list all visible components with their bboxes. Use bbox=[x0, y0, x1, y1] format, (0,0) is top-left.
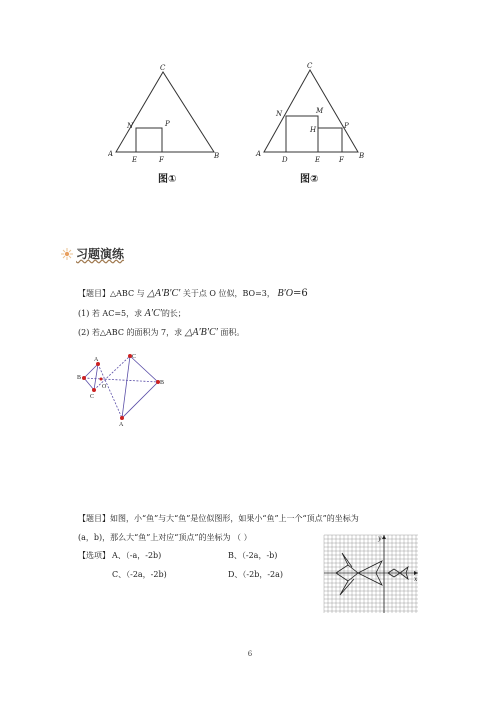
problem2-line1 bbox=[78, 513, 359, 525]
problem1-part2-text-a: (2) 若△ABC 的面积为 7，求 bbox=[78, 328, 183, 337]
problem1-part1-text-b: 的长； bbox=[161, 309, 186, 318]
fig1-label-A: A bbox=[108, 150, 114, 158]
problem1-statement bbox=[78, 288, 308, 300]
problem1-part2-text-b: 面积。 bbox=[220, 328, 245, 337]
problem2-tag: 【题目】 bbox=[78, 514, 110, 523]
p1fig-label-A: A bbox=[94, 357, 99, 363]
figure-1-triangle bbox=[108, 62, 226, 166]
fig1-label-F: F bbox=[159, 156, 164, 164]
problem1-text-a: △ABC 与 bbox=[110, 289, 145, 298]
problem1-tri-prime: △A′B′C′ bbox=[147, 288, 181, 299]
fig1-label-C: C bbox=[160, 64, 166, 72]
grid-label-y: y bbox=[378, 535, 382, 542]
fig2-label-H: H bbox=[310, 126, 317, 134]
p1fig-label-C2: C bbox=[132, 354, 137, 360]
p1fig-label-C: C bbox=[90, 394, 95, 400]
problem1-part1 bbox=[78, 308, 186, 320]
fig1-label-B: B bbox=[214, 152, 220, 160]
fig2-label-A: A bbox=[256, 150, 262, 158]
grid-label-x: x bbox=[414, 576, 418, 583]
problem1-text-b: 关于点 O 位似，BO=3， bbox=[182, 289, 275, 298]
problem1-tag: 【题目】 bbox=[78, 289, 110, 298]
fig2-label-D: D bbox=[282, 156, 288, 164]
sparkle-icon bbox=[60, 247, 74, 261]
option-c[interactable]: C、（-2a，-2b) bbox=[112, 570, 167, 579]
figure-2-caption: 图② bbox=[300, 174, 319, 185]
fig2-label-P: P bbox=[344, 122, 349, 130]
fig2-label-B: B bbox=[359, 152, 365, 160]
problem1-part2 bbox=[78, 327, 244, 339]
section-title: 习题演练 bbox=[76, 247, 125, 261]
section-header bbox=[60, 245, 124, 262]
fig1-label-P: P bbox=[165, 120, 170, 128]
fig2-label-C: C bbox=[307, 62, 313, 70]
fig2-label-N: N bbox=[276, 110, 283, 118]
option-d[interactable]: D、（-2b，-2a) bbox=[228, 570, 284, 579]
fig2-label-M: M bbox=[316, 107, 324, 115]
p1fig-label-B: B bbox=[77, 375, 82, 381]
figure-2-triangle bbox=[254, 58, 372, 166]
fig2-label-E: E bbox=[315, 156, 321, 164]
page-number: 6 bbox=[247, 650, 253, 658]
p1fig-label-B2: B bbox=[160, 380, 165, 386]
options-tag: 【选项】 bbox=[78, 551, 110, 560]
fish-grid-figure bbox=[322, 533, 422, 615]
problem1-ratio-expr: B′O bbox=[277, 288, 293, 299]
problem1-part2-tri: △A′B′C′ bbox=[184, 327, 218, 338]
problem2-line1-text: 如图，小“鱼”与大“鱼”是位似图形，如果小“鱼”上一个“顶点”的坐标为 bbox=[110, 514, 359, 523]
figure-1-caption: 图① bbox=[158, 174, 177, 185]
option-a[interactable]: A、（-a，-2b) bbox=[112, 551, 162, 560]
problem2-line2: (a，b)，那么大“鱼”上对应“顶点”的坐标为 （ ） bbox=[78, 533, 252, 542]
problem1-part1-text-a: (1) 若 AC=5，求 bbox=[78, 309, 143, 318]
p1fig-label-A2: A bbox=[119, 422, 124, 428]
problem1-ratio-tail: =6 bbox=[292, 288, 308, 299]
fig1-label-N: N bbox=[127, 122, 134, 130]
option-b[interactable]: B、（-2a，-b) bbox=[228, 551, 278, 560]
problem1-figure bbox=[74, 352, 174, 430]
problem1-part1-seg: A′C′ bbox=[144, 308, 162, 319]
fig1-label-E: E bbox=[132, 156, 138, 164]
fig2-label-F: F bbox=[339, 156, 344, 164]
p1fig-label-O: O bbox=[102, 384, 107, 390]
